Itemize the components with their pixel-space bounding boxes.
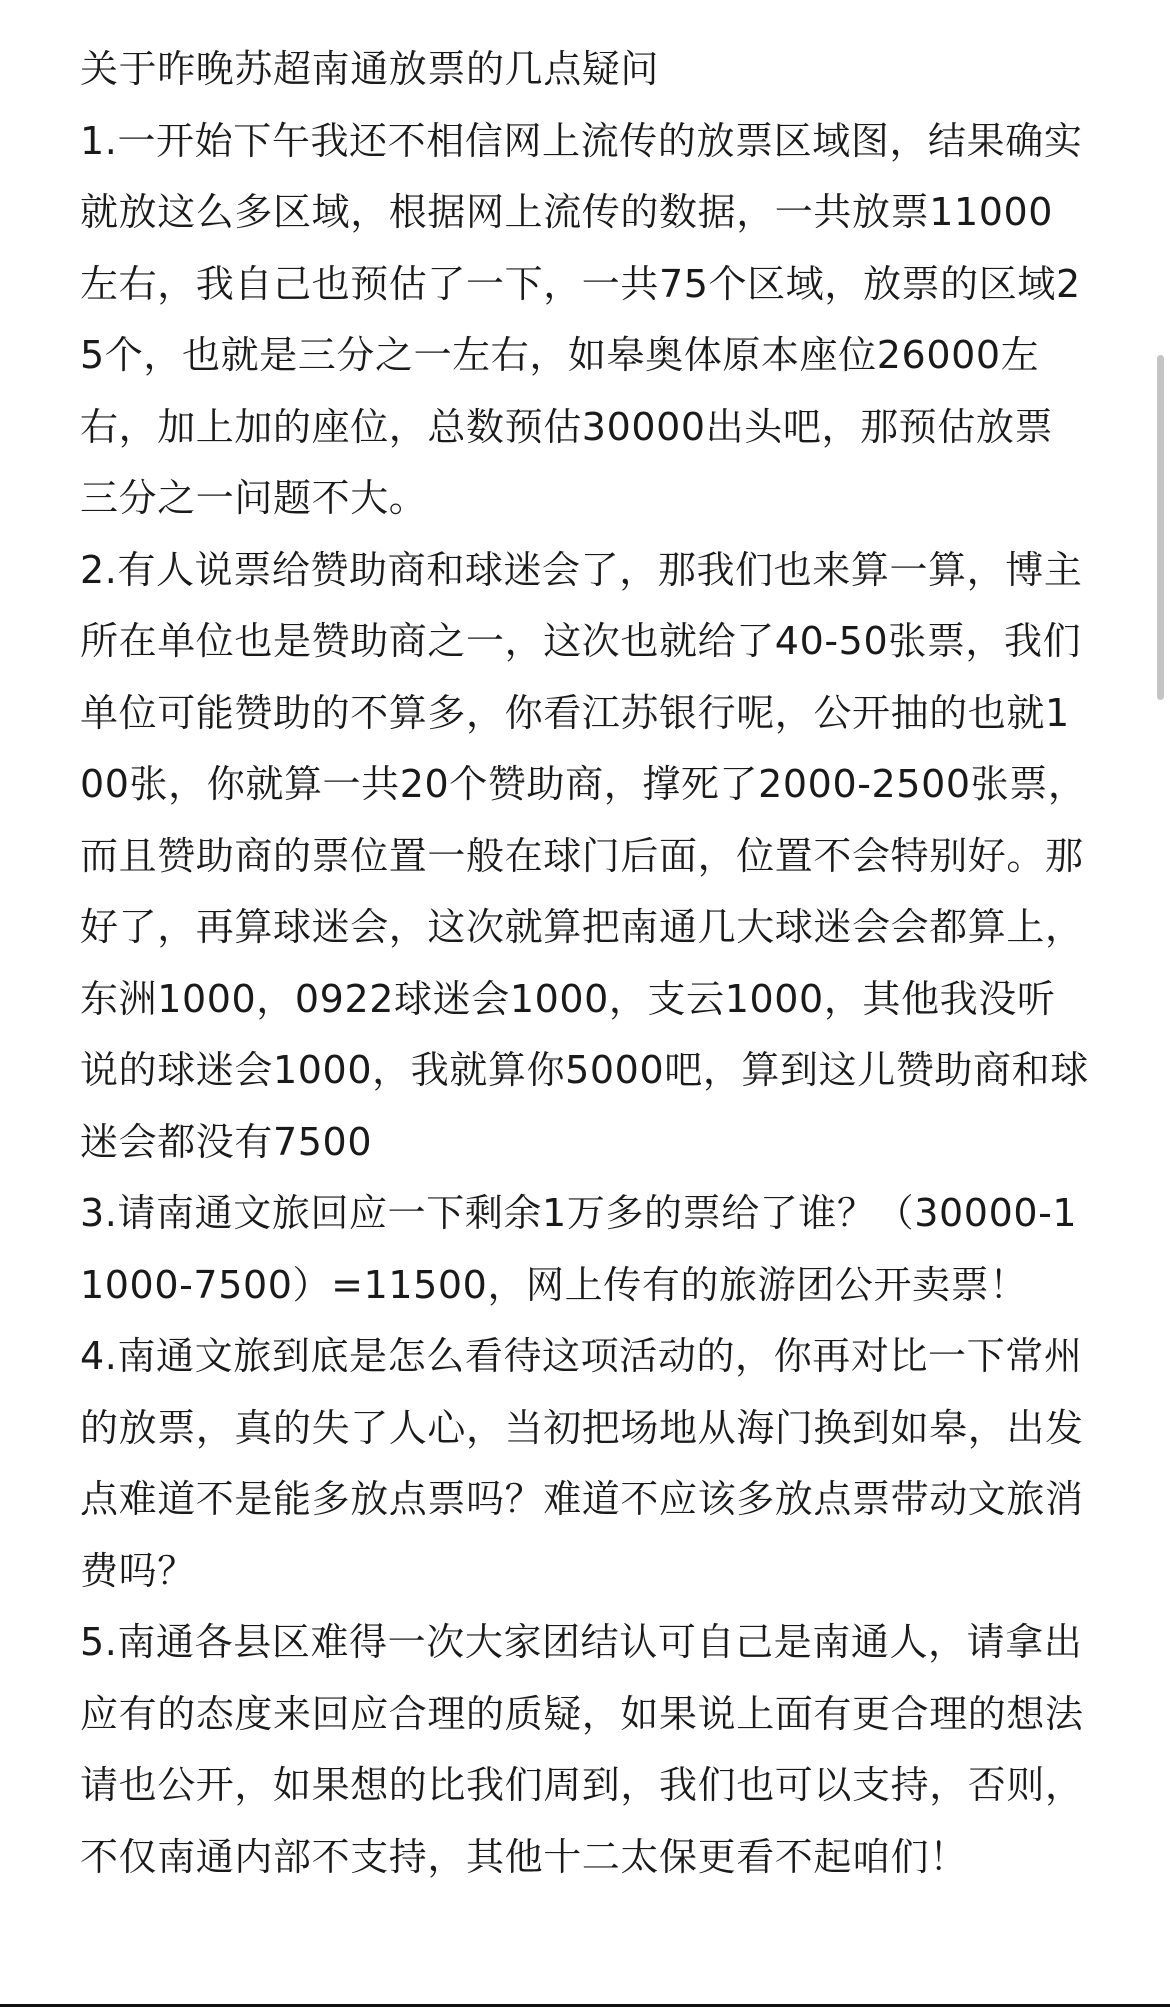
paragraph-1: 1.一开始下午我还不相信网上流传的放票区域图，结果确实就放这么多区域，根据网上流传的数据，一共放票11000左右，我自己也预估了一下，一共75个区域，放票的区域25个，也就是三分之一左右，如皋奥体原本座位26000左右，加上加的座位，总数预估30000出头吧，那预估放票三分之一问题不大。 xyxy=(80,118,1083,520)
article-title: 关于昨晚苏超南通放票的几点疑问 xyxy=(80,47,660,91)
article-body xyxy=(80,34,1090,1893)
scrollbar-thumb[interactable] xyxy=(1157,355,1164,700)
paragraph-2: 2.有人说票给赞助商和球迷会了，那我们也来算一算，博主所在单位也是赞助商之一，这次也就给了40-50张票，我们单位可能赞助的不算多，你看江苏银行呢，公开抽的也就100张，你就算一共20个赞助商，撑死了2000-2500张票，而且赞助商的票位置一般在球门后面，位置不会特别好。那好了，再算球迷会，这次就算把南通几大球迷会会都算上，东洲1000，0922球迷会1000，支云1000，其他我没听说的球迷会1000，我就算你5000吧，算到这儿赞助商和球迷会都没有7500 xyxy=(80,547,1089,1164)
paragraph-3: 3.请南通文旅回应一下剩余1万多的票给了谁？（30000-11000-7500）=11500，网上传有的旅游团公开卖票！ xyxy=(80,1191,1078,1307)
paragraph-5: 5.南通各县区难得一次大家团结认可自己是南通人，请拿出应有的态度来回应合理的质疑，如果说上面有更合理的想法请也公开，如果想的比我们周到，我们也可以支持，否则，不仅南通内部不支持，其他十二太保更看不起咱们！ xyxy=(80,1620,1084,1879)
paragraph-4: 4.南通文旅到底是怎么看待这项活动的，你再对比一下常州的放票，真的失了人心，当初把场地从海门换到如皋，出发点难道不是能多放点票吗？难道不应该多放点票带动文旅消费吗？ xyxy=(80,1334,1084,1593)
